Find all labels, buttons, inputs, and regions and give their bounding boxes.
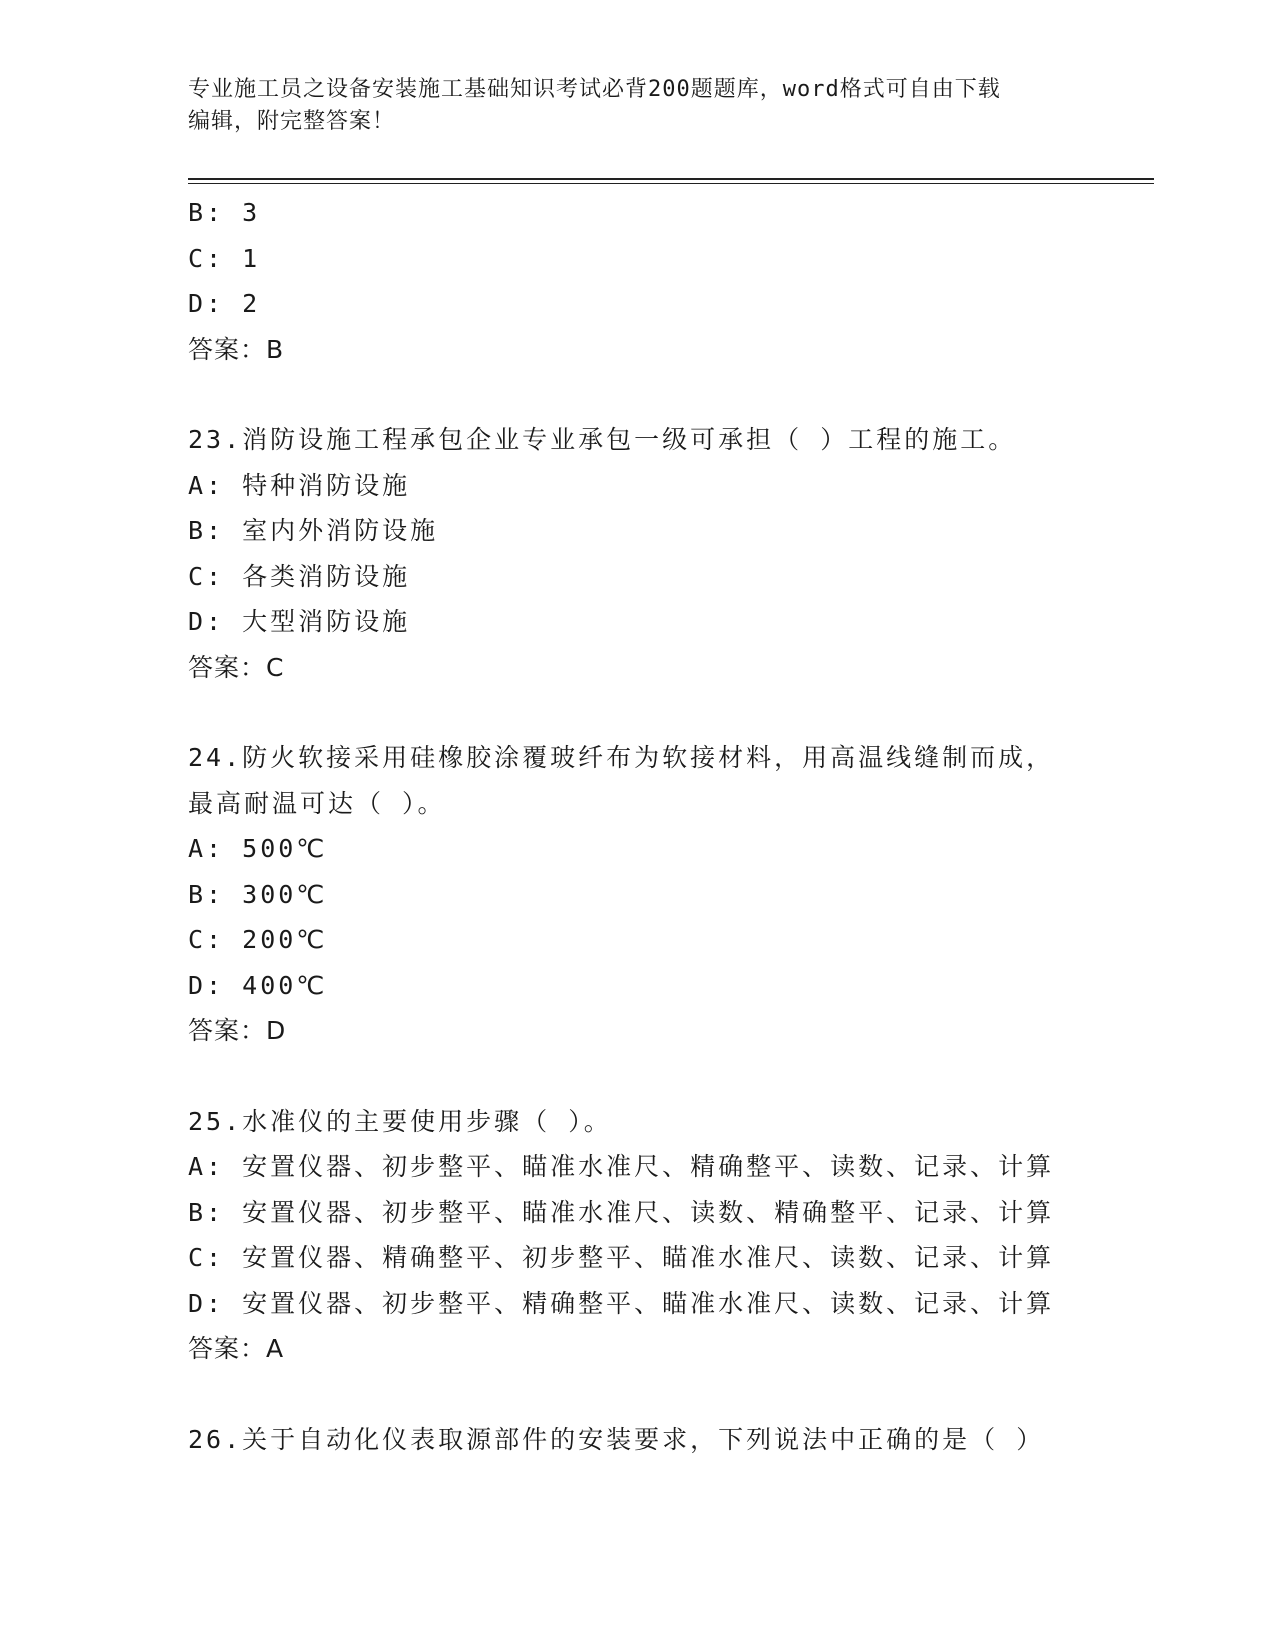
answer-line: 答案：C <box>188 652 285 682</box>
option-a: A: 500℃ <box>188 834 328 863</box>
question-stem: 23.消防设施工程承包企业专业承包一级可承担（ ）工程的施工。 <box>188 425 1017 454</box>
option-c: C: 1 <box>188 243 261 273</box>
option-d: D: 2 <box>188 289 261 318</box>
question-stem: 25.水准仪的主要使用步骤（ ）。 <box>188 1106 612 1136</box>
header-divider-thin <box>188 183 1154 184</box>
header-title-line-2: 编辑，附完整答案！ <box>188 109 396 134</box>
option-d: D: 400℃ <box>188 970 328 1000</box>
option-b: B: 3 <box>188 198 261 227</box>
option-c: C: 安置仪器、精确整平、初步整平、瞄准水准尺、读数、记录、计算 <box>188 1243 1055 1272</box>
option-b: B: 安置仪器、初步整平、瞄准水准尺、读数、精确整平、记录、计算 <box>188 1197 1055 1227</box>
answer-line: 答案：B <box>188 334 285 364</box>
option-c: C: 200℃ <box>188 925 328 954</box>
spacer <box>188 1372 1088 1417</box>
question-list <box>188 190 1088 1462</box>
spacer <box>188 372 1088 417</box>
header-title-line-1: 专业施工员之设备安装施工基础知识考试必背200题题库，word格式可自由下载 <box>188 77 1001 102</box>
option-b: B: 300℃ <box>188 879 328 909</box>
question-25 <box>188 1099 1088 1372</box>
answer-line: 答案：A <box>188 1334 285 1363</box>
option-d: D: 大型消防设施 <box>188 607 411 636</box>
option-a: A: 特种消防设施 <box>188 470 411 500</box>
answer-line: 答案：D <box>188 1016 287 1045</box>
option-c: C: 各类消防设施 <box>188 561 411 591</box>
question-26 <box>188 1417 1088 1463</box>
question-22 <box>188 190 1088 372</box>
question-24 <box>188 735 1088 1054</box>
document-header <box>188 74 1068 138</box>
header-divider-thick <box>188 178 1154 180</box>
option-b: B: 室内外消防设施 <box>188 516 439 545</box>
spacer <box>188 690 1088 735</box>
question-stem-continued: 最高耐温可达（ ）。 <box>188 788 446 818</box>
question-23 <box>188 417 1088 690</box>
option-d: D: 安置仪器、初步整平、精确整平、瞄准水准尺、读数、记录、计算 <box>188 1288 1055 1318</box>
question-stem: 24.防火软接采用硅橡胶涂覆玻纤布为软接材料，用高温线缝制而成， <box>188 743 1055 772</box>
question-stem: 26.关于自动化仪表取源部件的安装要求，下列说法中正确的是（ ） <box>188 1424 1045 1454</box>
spacer <box>188 1054 1088 1099</box>
option-a: A: 安置仪器、初步整平、瞄准水准尺、精确整平、读数、记录、计算 <box>188 1152 1055 1181</box>
